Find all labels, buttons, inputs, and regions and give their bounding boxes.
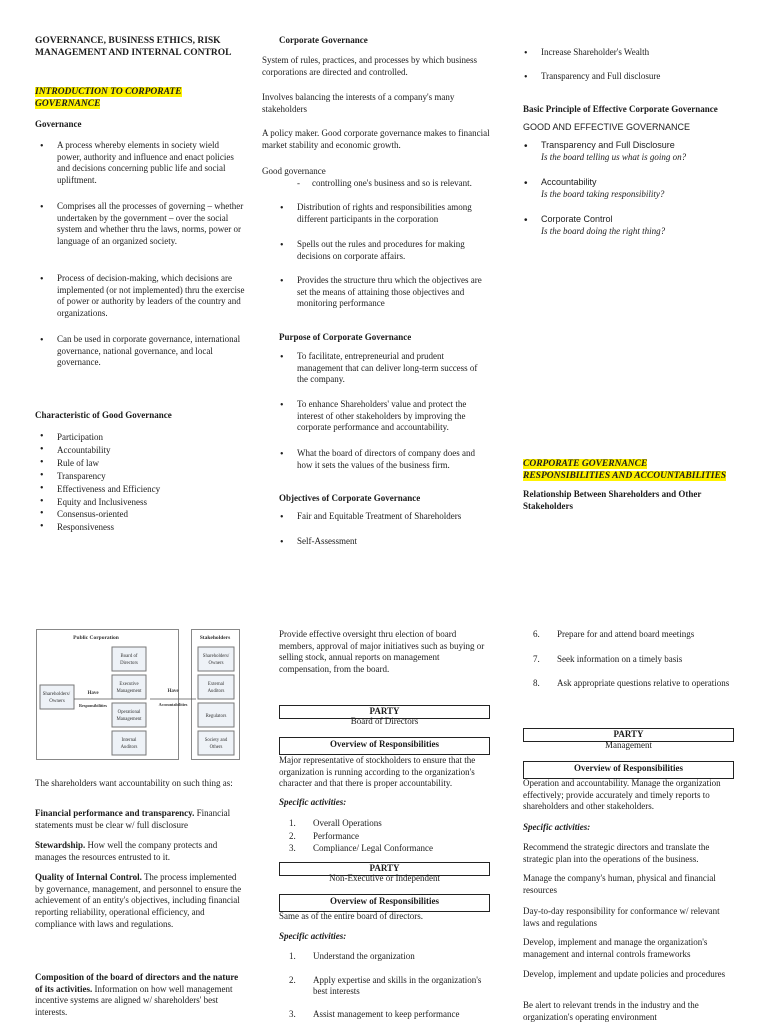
stew-bold: Stewardship. (35, 840, 86, 850)
list-item: • Responsiveness (35, 521, 245, 534)
activity-text: Performance (313, 830, 359, 841)
list-item: • To facilitate, entrepreneurial and prudent management that can deliver long-term success of the company. (275, 351, 490, 386)
governance-list-2 (35, 201, 245, 248)
right-box-4 (198, 731, 234, 755)
characteristic-heading: Characteristic of Good Governance (35, 410, 172, 420)
cg-definition: System of rules, practices, and processes by which business corporations are directed and controlled. (262, 55, 477, 77)
stakeholders-label: Stakeholders (199, 635, 231, 641)
stew-text: How well the company protects and manages the resources entrusted to it. (35, 840, 218, 862)
list-item (523, 678, 735, 690)
right-box-2-text: External Auditors (207, 682, 225, 694)
cg-heading-wrap (279, 35, 368, 47)
basic-principle-heading: Basic Principle of Effective Corporate Governance (523, 104, 718, 114)
shareholders-owners-box (40, 685, 74, 709)
oversight-text: Provide effective oversight thru election of board members, approval of major initiatives such as buying or selling stock, annual reports on management compensation, from the board. (279, 629, 485, 675)
qic-text: The process implemented by governance, management, and personnel to ensure the achievement of an entity's objectives, including financial reporting reliability, operational efficiency, and compliance with laws and regulations. (35, 872, 242, 929)
good-governance-dash: - controlling one's business and so is relevant. (297, 178, 472, 188)
list-item: • Spells out the rules and procedures for making decisions on corporate affairs. (275, 239, 490, 262)
list-item: • A process whereby elements in society wield power, authority and influence and enact policies and decisions concerning public life and social upliftment. (35, 140, 245, 187)
left-box-3-text: Operational Management (116, 710, 142, 722)
list-item: • To enhance Shareholders' value and protect the interest of other stakeholders by improving the corporate performance and accountability. (275, 399, 490, 434)
nonexec-overview-text: Same as of the entire board of directors. (279, 911, 423, 921)
activity-text: Understand the organization (313, 951, 415, 961)
objectives-heading: Objectives of Corporate Governance (279, 493, 421, 503)
cg-policy: A policy maker. Good corporate governance makes to financial market stability and economic growth. (262, 128, 490, 150)
qic-bold: Quality of Internal Control. (35, 872, 142, 882)
list-item: 1. Overall Operations (289, 818, 382, 828)
mgmt-activity: Day-to-day responsibility for conformance w/ relevant laws and regulations (523, 906, 720, 928)
principle-label: Transparency and Full Disclosure (541, 140, 675, 150)
principle-label: Corporate Control (541, 214, 613, 224)
governance-list-3 (35, 273, 245, 320)
resp-heading-line-2: RESPONSIBILITIES AND ACCOUNTABILITIES (523, 471, 727, 482)
governance-section (35, 119, 245, 131)
non-executive-label: Non-Executive or Independent (329, 873, 440, 883)
comp-text: Information on how well management incentive systems are aligned w/ shareholders' best interests. (35, 983, 233, 1018)
characteristic-section (35, 410, 245, 422)
objectives-list-1 (275, 511, 490, 523)
comp-bold: Composition of the board of directors and the nature of its activities. (35, 972, 239, 994)
purpose-list-3 (275, 448, 490, 471)
list-item: • Equity and Inclusiveness (35, 496, 245, 509)
stakeholder-diagram (36, 629, 244, 760)
list-item: • Increase Shareholder's Wealth (519, 47, 735, 59)
mgmt-activity: Develop, implement and update policies and procedures (523, 969, 726, 979)
nonexec-activities-list (279, 951, 490, 1021)
intro-heading-line-2: GOVERNANCE (35, 99, 101, 110)
right-box-2 (198, 675, 234, 699)
governance-list-4 (35, 334, 245, 369)
item-number: 8. (533, 678, 540, 689)
activity-text: Compliance/ Legal Conformance (313, 843, 433, 853)
list-item: • Process of decision-making, which decisions are implemented (or not implemented) thru the exercise of power or authority by leaders of the country and organizations. (35, 273, 245, 320)
specific-activities-label-3: Specific activities: (523, 822, 591, 832)
item-number: 7. (533, 653, 540, 664)
objectives-heading-wrap (279, 493, 420, 505)
party-header-2: PARTY (279, 862, 490, 876)
list-item: • Effectiveness and Efficiency (35, 483, 245, 496)
activity-text: Assist management to keep performance (313, 1009, 460, 1020)
purpose-list-1 (275, 351, 490, 386)
public-corporation-label: Public Corporation (73, 635, 119, 641)
col1-top (35, 35, 245, 60)
good-governance-label: Good governance (262, 166, 326, 176)
characteristics-list (35, 431, 245, 534)
specific-activities-label-2: Specific activities: (279, 931, 347, 941)
principle-question: Is the board doing the right thing? (541, 225, 666, 236)
board-duties-continued (523, 629, 735, 690)
good-gov-list-1 (275, 202, 490, 225)
so-line-1: Shareholders/ (42, 692, 71, 697)
list-item: • Provides the structure thru which the objectives are set the means of attaining those objectives and monitoring performance (275, 275, 490, 310)
list-item: • Participation (35, 431, 245, 444)
list-item: 2. Performance (289, 830, 359, 841)
party-header: PARTY (279, 705, 490, 719)
mgmt-overview-text: Operation and accountability. Manage the organization effectively; provide accurately and timely reports to shareholders and other stakeholders. (523, 778, 721, 812)
purpose-heading-wrap (279, 332, 411, 344)
intro-heading (35, 86, 245, 111)
left-box-2 (112, 675, 146, 699)
so-line-2: Owners (49, 699, 65, 704)
document-title (35, 35, 245, 60)
overview-header: Overview of Responsibilities (279, 737, 490, 755)
list-item: • Fair and Equitable Treatment of Shareholders (275, 511, 490, 523)
overview-header-3: Overview of Responsibilities (523, 761, 734, 779)
left-box-4-text: Internal Auditors (120, 738, 138, 750)
good-gov-list-3 (275, 275, 490, 310)
purpose-list-2 (275, 399, 490, 434)
list-item (523, 654, 735, 666)
management-label: Management (605, 740, 652, 750)
cg-balance: Involves balancing the interests of a company's many stakeholders (262, 92, 455, 114)
list-item: • Distribution of rights and responsibilities among different participants in the corporation (275, 202, 490, 225)
governance-heading: Governance (35, 119, 82, 129)
list-item: • Accountability (35, 444, 245, 457)
governance-list (35, 140, 245, 187)
item-number: 6. (533, 629, 540, 639)
principle-2 (519, 177, 735, 200)
have-label-2: Have (167, 689, 179, 694)
mgmt-activity: Recommend the strategic directors and translate the strategic plan into the operations of the business. (523, 842, 710, 864)
cg-heading: Corporate Governance (279, 35, 368, 45)
accountabilities-label: Accountabilities (158, 702, 188, 707)
have-label-1: Have (87, 691, 99, 696)
accountability-intro: The shareholders want accountability on such thing as: (35, 778, 233, 788)
item-text: Prepare for and attend board meetings (557, 629, 695, 639)
principle-3 (519, 214, 735, 237)
specific-activities-label: Specific activities: (279, 797, 347, 807)
list-item: • Rule of law (35, 457, 245, 470)
good-gov-list-2 (275, 239, 490, 262)
overview-header-2: Overview of Responsibilities (279, 894, 490, 912)
left-box-1-text: Board of Directors (120, 654, 138, 666)
right-box-3-text: Regulators (205, 714, 227, 719)
principle-1 (519, 140, 735, 163)
resp-heading-line-1: CORPORATE GOVERNANCE (523, 459, 648, 469)
item-text: Seek information on a timely basis (557, 653, 683, 664)
top-list-2 (519, 71, 735, 83)
left-box-1 (112, 647, 146, 671)
board-activities-list (279, 817, 490, 855)
list-item: • Can be used in corporate governance, international governance, national governance, and local governance. (35, 334, 245, 369)
list-item: • Self-Assessment (275, 536, 490, 548)
list-item: • What the board of directors of company does and how it sets the values of the business firm. (275, 448, 490, 471)
mgmt-activity: Develop, implement and manage the organization's management and internal controls frameworks (523, 937, 708, 959)
party-header-3: PARTY (523, 728, 734, 742)
list-item: 3. Compliance/ Legal Conformance (289, 843, 433, 853)
title-line-1: GOVERNANCE, BUSINESS ETHICS, RISK (35, 36, 221, 46)
purpose-heading: Purpose of Corporate Governance (279, 332, 412, 342)
list-item: 3. Assist management to keep performance (289, 1009, 460, 1020)
board-composition (35, 972, 245, 1019)
dash-text: controlling one's business and so is relevant. (312, 178, 472, 188)
stewardship (35, 840, 245, 863)
right-box-1-text: Shareholders/ Owners (202, 654, 230, 666)
principle-label: Accountability (541, 177, 597, 187)
list-item: • Comprises all the processes of governing – whether undertaken by the government – over the social system and whether thru the laws, norms, power or language of an organized society. (35, 201, 245, 248)
mgmt-activity: Manage the company's human, physical and financial resources (523, 873, 716, 895)
fin-bold: Financial performance and transparency. (35, 808, 195, 818)
intro-heading-line-1: INTRODUCTION TO CORPORATE (35, 87, 182, 97)
mgmt-activity: Be alert to relevant trends in the industry and the organization's operating environment (523, 1000, 699, 1022)
list-item: • Transparency (35, 470, 245, 483)
list-item: 2. Apply expertise and skills in the organization's best interests (289, 974, 482, 997)
activity-text: Overall Operations (313, 818, 382, 828)
right-box-1 (198, 647, 234, 671)
activity-text: Apply expertise and skills in the organization's best interests (313, 974, 482, 997)
board-overview-text: Major representative of stockholders to ensure that the organization is running according to the organization's character and that there is proper accountability. (279, 755, 476, 789)
list-item: 1. Understand the organization (289, 951, 415, 961)
left-box-2-text: Executive Management (116, 682, 142, 694)
good-effective-governance: GOOD AND EFFECTIVE GOVERNANCE (523, 122, 691, 132)
responsibilities-label: Responsibilities (79, 703, 107, 708)
principle-question: Is the board telling us what is going on? (541, 151, 687, 162)
principle-question: Is the board taking responsibility? (541, 188, 665, 199)
quality-internal-control (35, 872, 245, 930)
left-box-4 (112, 731, 146, 755)
list-item: • Consensus-oriented (35, 508, 245, 521)
title-line-2: MANAGEMENT AND INTERNAL CONTROL (35, 48, 232, 59)
list-item: • Transparency and Full disclosure (519, 71, 735, 83)
item-text: Ask appropriate questions relative to operations (557, 678, 730, 689)
fin-text: Financial statements must be clear w/ full disclosure (35, 808, 231, 830)
list-item (523, 629, 735, 641)
financial-performance (35, 808, 245, 831)
board-of-directors-label: Board of Directors (350, 716, 419, 726)
objectives-list-2 (275, 536, 490, 548)
left-box-3 (112, 703, 146, 727)
responsibilities-heading (523, 458, 735, 483)
top-list-1 (519, 47, 735, 59)
right-box-4-text: Society and Others (204, 738, 228, 750)
relationship-heading: Relationship Between Shareholders and Other Stakeholders (523, 489, 702, 511)
